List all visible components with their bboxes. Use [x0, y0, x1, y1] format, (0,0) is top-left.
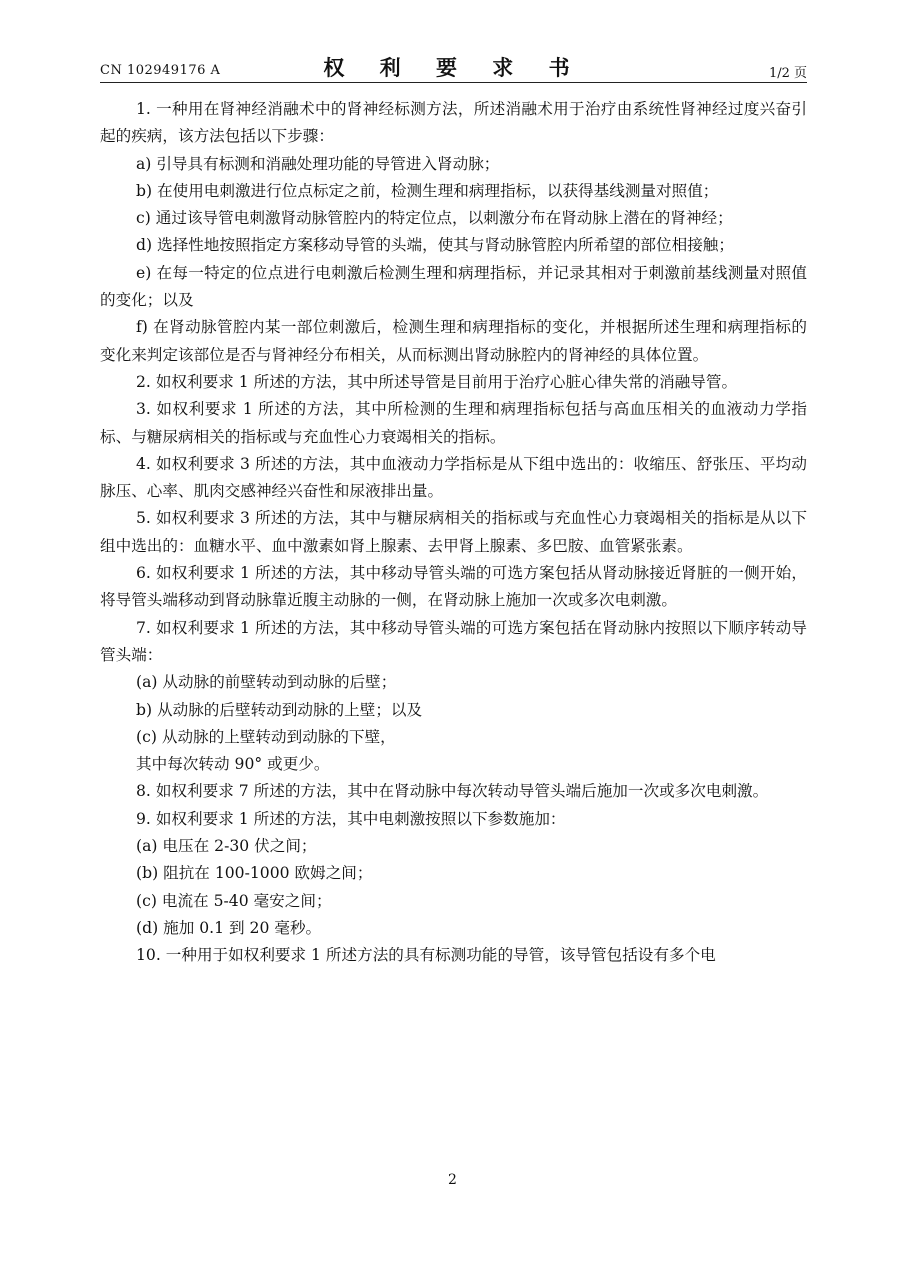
claim-paragraph: 9. 如权利要求 1 所述的方法，其中电刺激按照以下参数施加：: [136, 809, 566, 828]
claim-paragraph: 8. 如权利要求 7 所述的方法，其中在肾动脉中每次转动导管头端后施加一次或多次电刺激。: [136, 782, 769, 801]
claim-paragraph: 6. 如权利要求 1 所述的方法，其中移动导管头端的可选方案包括从肾动脉接近肾脏的一侧开始，将导管头端移动到肾动脉靠近腹主动脉的一侧，在肾动脉上施加一次或多次电刺激。: [100, 564, 807, 610]
claim-paragraph: 10. 一种用于如权利要求 1 所述方法的具有标测功能的导管，该导管包括设有多个电: [136, 946, 716, 965]
page-number: 2: [448, 1172, 457, 1188]
patent-number: CN 102949176 A: [100, 63, 221, 78]
claim-paragraph: (c) 电流在 5-40 毫安之间；: [136, 891, 332, 910]
claim-paragraph: d) 选择性地按照指定方案移动导管的头端，使其与肾动脉管腔内所希望的部位相接触；: [136, 236, 734, 255]
header-divider: [100, 82, 807, 83]
claim-paragraph: c) 通过该导管电刺激肾动脉管腔内的特定位点，以刺激分布在肾动脉上潜在的肾神经；: [136, 209, 733, 228]
claim-paragraph: (d) 施加 0.1 到 20 毫秒。: [136, 918, 322, 937]
claim-paragraph: (c) 从动脉的上壁转动到动脉的下壁，: [136, 727, 396, 746]
claim-paragraph: 5. 如权利要求 3 所述的方法，其中与糖尿病相关的指标或与充血性心力衰竭相关的指标是从以下组中选出的：血糖水平、血中激素如肾上腺素、去甲肾上腺素、多巴胺、血管紧张素。: [100, 509, 807, 555]
claim-paragraph: (a) 从动脉的前壁转动到动脉的后壁；: [136, 673, 397, 692]
claim-paragraph: f) 在肾动脉管腔内某一部位刺激后，检测生理和病理指标的变化，并根据所述生理和病理指标的变化来判定该部位是否与肾神经分布相关，从而标测出肾动脉腔内的肾神经的具体位置。: [100, 318, 807, 364]
claim-paragraph: (a) 电压在 2-30 伏之间；: [136, 837, 317, 856]
claim-paragraph: 7. 如权利要求 1 所述的方法，其中移动导管头端的可选方案包括在肾动脉内按照以下顺序转动导管头端：: [100, 618, 807, 664]
claim-paragraph: 其中每次转动 90° 或更少。: [136, 755, 330, 774]
claim-paragraph: b) 从动脉的后壁转动到动脉的上壁；以及: [136, 700, 423, 719]
claim-paragraph: b) 在使用电刺激进行位点标定之前，检测生理和病理指标，以获得基线测量对照值；: [136, 181, 719, 200]
claims-body: [100, 96, 807, 970]
claim-paragraph: 4. 如权利要求 3 所述的方法，其中血液动力学指标是从下组中选出的：收缩压、舒张压、平均动脉压、心率、肌肉交感神经兴奋性和尿液排出量。: [100, 454, 807, 501]
page-header: [100, 50, 807, 80]
claim-paragraph: (b) 阻抗在 100-1000 欧姆之间；: [136, 864, 373, 883]
page-indicator: 1/2 页: [768, 66, 807, 81]
claim-paragraph: 3. 如权利要求 1 所述的方法，其中所检测的生理和病理指标包括与高血压相关的血液动力学指标、与糖尿病相关的指标或与充血性心力衰竭相关的指标。: [100, 400, 807, 446]
claim-paragraph: a) 引导具有标测和消融处理功能的导管进入肾动脉；: [136, 154, 500, 173]
claim-paragraph: e) 在每一特定的位点进行电刺激后检测生理和病理指标，并记录其相对于刺激前基线测量对照值的变化；以及: [100, 263, 807, 310]
claim-paragraph: 1. 一种用在肾神经消融术中的肾神经标测方法，所述消融术用于治疗由系统性肾神经过度兴奋引起的疾病，该方法包括以下步骤：: [100, 100, 807, 146]
claim-paragraph: 2. 如权利要求 1 所述的方法，其中所述导管是目前用于治疗心脏心律失常的消融导管。: [136, 372, 738, 391]
document-title: 权 利 要 求 书: [323, 55, 584, 80]
